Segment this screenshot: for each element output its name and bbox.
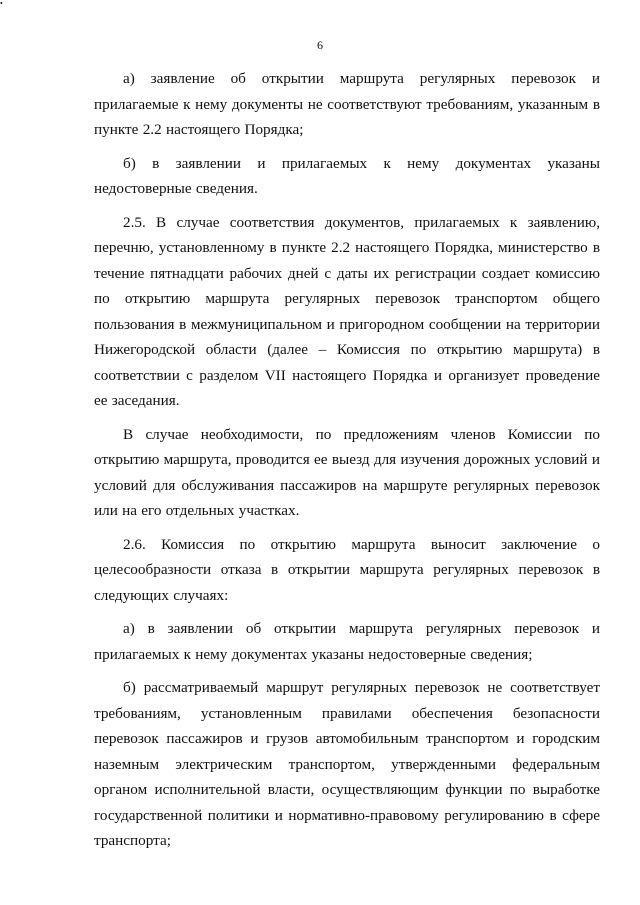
paragraph-2-6-b: б) рассматриваемый маршрут регулярных перевозок не соответствует требованиям, установленным правилами обеспечения безопасности перевозок пассажиров и грузов автомобильным транспортом и городским наземным электрическим транспортом, утвержденными федеральным органом исполнительной власти, осуществляющим функции по выработке государственной политики и нормативно-правовому регулированию в сфере транспорта; — [94, 679, 600, 849]
paragraph-2-4-b: б) в заявлении и прилагаемых к нему документах указаны недостоверные сведения. — [94, 154, 600, 197]
paragraph-2-6: 2.6. Комиссия по открытию маршрута выносит заключение о целесообразности отказа в открытии маршрута регулярных перевозок в следующих случаях: — [94, 535, 600, 604]
paragraph-2-5-field-trip: В случае необходимости, по предложениям членов Комиссии по открытию маршрута, проводится ее выезд для изучения дорожных условий и условий для обслуживания пассажиров на маршруте регулярных перевозок или на его отдельных участках. — [94, 425, 600, 519]
paragraph-2-6-a: а) в заявлении об открытии маршрута регулярных перевозок и прилагаемых к нему документах указаны недостоверные сведения; — [94, 620, 600, 663]
paragraph-2-4-a: а) заявление об открытии маршрута регулярных перевозок и прилагаемые к нему документы не соответствуют требованиям, указанным в пункте 2.2 настоящего Порядка; — [94, 70, 600, 138]
scan-corner-mark: • — [0, 0, 3, 8]
paragraph-2-5: 2.5. В случае соответствия документов, прилагаемых к заявлению, перечню, установленному в пункте 2.2 настоящего Порядка, министерство в течение пятнадцати рабочих дней с даты их регистрации создает комиссию по открытию маршрута регулярных перевозок транспортом общего пользования в межмуниципальном и пригородном сообщении на территории Нижегородской области (далее – Комиссия по открытию маршрута) в соответствии с разделом VII настоящего Порядка и организует проведение ее заседания. — [94, 213, 600, 409]
document-body — [94, 66, 600, 854]
page-number: 6 — [317, 38, 323, 52]
